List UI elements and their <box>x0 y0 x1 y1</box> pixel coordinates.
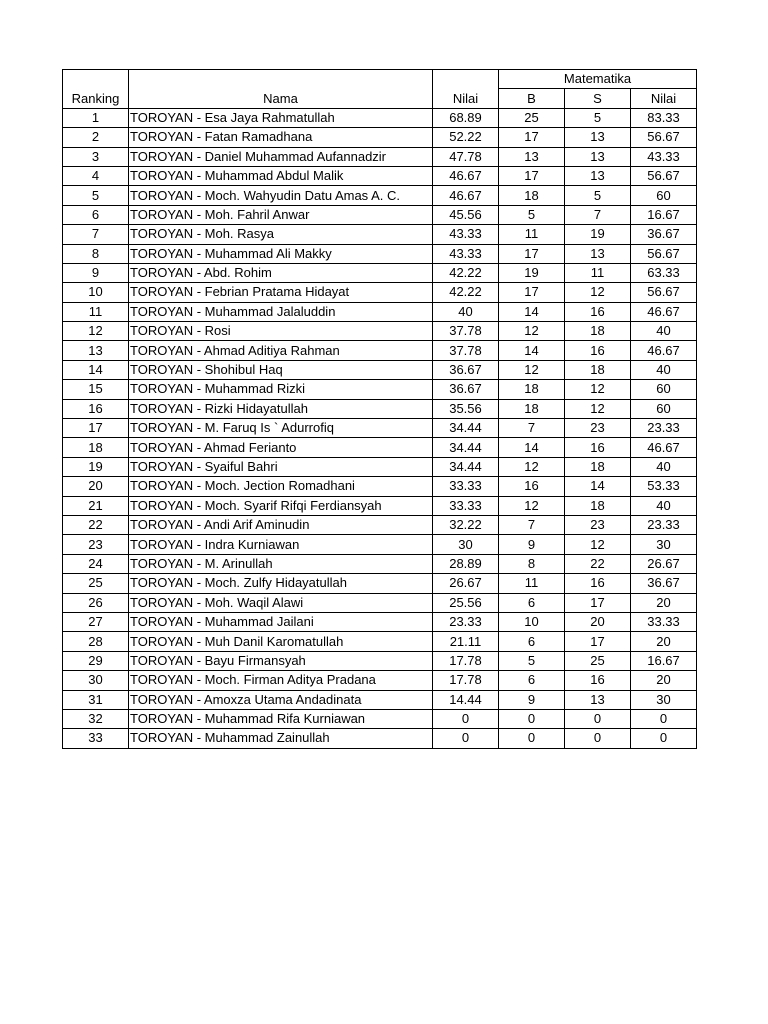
cell-b: 8 <box>499 554 565 573</box>
cell-b: 5 <box>499 205 565 224</box>
cell-nilai-matematika: 40 <box>631 496 697 515</box>
cell-b: 18 <box>499 380 565 399</box>
cell-nilai: 33.33 <box>433 477 499 496</box>
cell-nilai-matematika: 56.67 <box>631 244 697 263</box>
table-row <box>63 380 697 399</box>
cell-nama: TOROYAN - Fatan Ramadhana <box>129 128 433 147</box>
cell-s: 18 <box>565 322 631 341</box>
table-row <box>63 477 697 496</box>
cell-nilai: 34.44 <box>433 457 499 476</box>
cell-nilai: 34.44 <box>433 438 499 457</box>
table-row <box>63 593 697 612</box>
cell-ranking: 2 <box>63 128 129 147</box>
cell-b: 6 <box>499 671 565 690</box>
cell-b: 6 <box>499 632 565 651</box>
table-row <box>63 651 697 670</box>
cell-nilai-matematika: 60 <box>631 186 697 205</box>
cell-nilai: 37.78 <box>433 341 499 360</box>
cell-nama: TOROYAN - Abd. Rohim <box>129 263 433 282</box>
cell-s: 16 <box>565 671 631 690</box>
cell-s: 22 <box>565 554 631 573</box>
cell-b: 5 <box>499 651 565 670</box>
table-row <box>63 574 697 593</box>
cell-b: 7 <box>499 515 565 534</box>
cell-b: 17 <box>499 166 565 185</box>
cell-ranking: 24 <box>63 554 129 573</box>
cell-ranking: 26 <box>63 593 129 612</box>
cell-nama: TOROYAN - Muhammad Rifa Kurniawan <box>129 709 433 728</box>
cell-ranking: 21 <box>63 496 129 515</box>
cell-nilai-matematika: 36.67 <box>631 225 697 244</box>
table-row <box>63 283 697 302</box>
cell-b: 17 <box>499 128 565 147</box>
cell-nama: TOROYAN - Indra Kurniawan <box>129 535 433 554</box>
cell-b: 19 <box>499 263 565 282</box>
cell-b: 6 <box>499 593 565 612</box>
cell-nilai-matematika: 30 <box>631 690 697 709</box>
cell-s: 0 <box>565 709 631 728</box>
cell-s: 17 <box>565 593 631 612</box>
table-row <box>63 399 697 418</box>
header-nilai: Nilai <box>433 70 499 109</box>
cell-nama: TOROYAN - M. Faruq Is ` Adurrofiq <box>129 419 433 438</box>
cell-nilai: 17.78 <box>433 671 499 690</box>
cell-nilai: 35.56 <box>433 399 499 418</box>
cell-nilai-matematika: 30 <box>631 535 697 554</box>
cell-nilai-matematika: 46.67 <box>631 302 697 321</box>
cell-nama: TOROYAN - Esa Jaya Rahmatullah <box>129 108 433 127</box>
cell-b: 17 <box>499 244 565 263</box>
cell-s: 18 <box>565 496 631 515</box>
cell-nama: TOROYAN - Rosi <box>129 322 433 341</box>
cell-ranking: 22 <box>63 515 129 534</box>
cell-ranking: 15 <box>63 380 129 399</box>
table-row <box>63 147 697 166</box>
cell-nilai-matematika: 40 <box>631 457 697 476</box>
cell-b: 11 <box>499 574 565 593</box>
table-row <box>63 128 697 147</box>
cell-nilai: 25.56 <box>433 593 499 612</box>
table-row <box>63 186 697 205</box>
cell-nilai: 34.44 <box>433 419 499 438</box>
table-row <box>63 341 697 360</box>
cell-s: 16 <box>565 438 631 457</box>
cell-nilai: 40 <box>433 302 499 321</box>
cell-nama: TOROYAN - Ahmad Aditiya Rahman <box>129 341 433 360</box>
cell-b: 0 <box>499 709 565 728</box>
cell-s: 20 <box>565 612 631 631</box>
cell-ranking: 3 <box>63 147 129 166</box>
cell-nama: TOROYAN - Amoxza Utama Andadinata <box>129 690 433 709</box>
table-row <box>63 729 697 748</box>
cell-s: 18 <box>565 360 631 379</box>
table-row <box>63 612 697 631</box>
cell-ranking: 12 <box>63 322 129 341</box>
table-row <box>63 244 697 263</box>
cell-s: 7 <box>565 205 631 224</box>
cell-nilai: 52.22 <box>433 128 499 147</box>
cell-ranking: 4 <box>63 166 129 185</box>
cell-b: 14 <box>499 302 565 321</box>
cell-nilai: 36.67 <box>433 360 499 379</box>
cell-b: 18 <box>499 399 565 418</box>
table-row <box>63 671 697 690</box>
table-row <box>63 709 697 728</box>
cell-nilai-matematika: 53.33 <box>631 477 697 496</box>
table-row <box>63 535 697 554</box>
cell-ranking: 29 <box>63 651 129 670</box>
cell-s: 11 <box>565 263 631 282</box>
cell-nilai-matematika: 60 <box>631 399 697 418</box>
cell-s: 13 <box>565 147 631 166</box>
cell-nilai: 0 <box>433 709 499 728</box>
cell-s: 13 <box>565 244 631 263</box>
cell-ranking: 17 <box>63 419 129 438</box>
cell-ranking: 20 <box>63 477 129 496</box>
cell-b: 9 <box>499 535 565 554</box>
cell-nilai: 33.33 <box>433 496 499 515</box>
cell-ranking: 1 <box>63 108 129 127</box>
cell-ranking: 5 <box>63 186 129 205</box>
header-ranking: Ranking <box>63 70 129 109</box>
cell-nama: TOROYAN - Moch. Zulfy Hidayatullah <box>129 574 433 593</box>
table-row <box>63 419 697 438</box>
cell-ranking: 30 <box>63 671 129 690</box>
header-nama: Nama <box>129 70 433 109</box>
cell-nama: TOROYAN - Muhammad Jalaluddin <box>129 302 433 321</box>
cell-b: 11 <box>499 225 565 244</box>
cell-nilai: 42.22 <box>433 283 499 302</box>
cell-s: 5 <box>565 186 631 205</box>
cell-nilai-matematika: 23.33 <box>631 419 697 438</box>
cell-nama: TOROYAN - Ahmad Ferianto <box>129 438 433 457</box>
cell-nilai: 26.67 <box>433 574 499 593</box>
table-row <box>63 632 697 651</box>
cell-nilai-matematika: 16.67 <box>631 205 697 224</box>
table-row <box>63 322 697 341</box>
cell-nilai-matematika: 63.33 <box>631 263 697 282</box>
cell-nama: TOROYAN - Moh. Rasya <box>129 225 433 244</box>
cell-s: 16 <box>565 574 631 593</box>
cell-s: 12 <box>565 399 631 418</box>
table-row <box>63 515 697 534</box>
cell-nilai-matematika: 46.67 <box>631 438 697 457</box>
cell-b: 14 <box>499 438 565 457</box>
cell-nilai: 14.44 <box>433 690 499 709</box>
cell-nama: TOROYAN - Moch. Syarif Rifqi Ferdiansyah <box>129 496 433 515</box>
cell-ranking: 14 <box>63 360 129 379</box>
cell-b: 25 <box>499 108 565 127</box>
cell-nilai-matematika: 56.67 <box>631 283 697 302</box>
cell-b: 12 <box>499 457 565 476</box>
header-s: S <box>565 89 631 108</box>
table-header <box>63 70 697 109</box>
cell-s: 23 <box>565 515 631 534</box>
cell-nama: TOROYAN - Muhammad Zainullah <box>129 729 433 748</box>
cell-b: 13 <box>499 147 565 166</box>
cell-nama: TOROYAN - Muhammad Abdul Malik <box>129 166 433 185</box>
cell-ranking: 9 <box>63 263 129 282</box>
cell-b: 9 <box>499 690 565 709</box>
cell-nilai: 28.89 <box>433 554 499 573</box>
cell-nilai: 46.67 <box>433 166 499 185</box>
cell-ranking: 13 <box>63 341 129 360</box>
cell-nilai: 36.67 <box>433 380 499 399</box>
cell-nilai: 45.56 <box>433 205 499 224</box>
cell-ranking: 18 <box>63 438 129 457</box>
cell-nama: TOROYAN - Shohibul Haq <box>129 360 433 379</box>
cell-b: 12 <box>499 496 565 515</box>
cell-nama: TOROYAN - Moch. Jection Romadhani <box>129 477 433 496</box>
cell-nilai: 42.22 <box>433 263 499 282</box>
table-row <box>63 457 697 476</box>
cell-b: 0 <box>499 729 565 748</box>
cell-s: 14 <box>565 477 631 496</box>
cell-s: 5 <box>565 108 631 127</box>
cell-nilai: 68.89 <box>433 108 499 127</box>
cell-nilai-matematika: 33.33 <box>631 612 697 631</box>
ranking-table <box>62 69 697 749</box>
cell-nilai-matematika: 56.67 <box>631 128 697 147</box>
table-row <box>63 690 697 709</box>
cell-nama: TOROYAN - Andi Arif Aminudin <box>129 515 433 534</box>
cell-b: 12 <box>499 322 565 341</box>
cell-nilai: 23.33 <box>433 612 499 631</box>
cell-nilai: 21.11 <box>433 632 499 651</box>
cell-ranking: 33 <box>63 729 129 748</box>
cell-b: 17 <box>499 283 565 302</box>
cell-nilai-matematika: 60 <box>631 380 697 399</box>
cell-b: 10 <box>499 612 565 631</box>
cell-s: 12 <box>565 535 631 554</box>
header-row-group <box>63 70 697 89</box>
table-row <box>63 108 697 127</box>
table-row <box>63 554 697 573</box>
cell-ranking: 8 <box>63 244 129 263</box>
cell-b: 7 <box>499 419 565 438</box>
table-row <box>63 205 697 224</box>
cell-nilai-matematika: 36.67 <box>631 574 697 593</box>
header-matematika: Matematika <box>499 70 697 89</box>
cell-b: 14 <box>499 341 565 360</box>
cell-nilai: 0 <box>433 729 499 748</box>
table-row <box>63 263 697 282</box>
cell-s: 25 <box>565 651 631 670</box>
cell-s: 16 <box>565 302 631 321</box>
ranking-sheet <box>62 69 696 749</box>
cell-nama: TOROYAN - Moch. Firman Aditya Pradana <box>129 671 433 690</box>
cell-ranking: 11 <box>63 302 129 321</box>
cell-nama: TOROYAN - Bayu Firmansyah <box>129 651 433 670</box>
cell-nilai-matematika: 16.67 <box>631 651 697 670</box>
cell-s: 18 <box>565 457 631 476</box>
cell-nilai-matematika: 20 <box>631 671 697 690</box>
cell-s: 16 <box>565 341 631 360</box>
cell-ranking: 23 <box>63 535 129 554</box>
table-row <box>63 360 697 379</box>
cell-nama: TOROYAN - Daniel Muhammad Aufannadzir <box>129 147 433 166</box>
cell-ranking: 25 <box>63 574 129 593</box>
cell-s: 13 <box>565 690 631 709</box>
cell-s: 13 <box>565 128 631 147</box>
cell-nama: TOROYAN - Moh. Waqil Alawi <box>129 593 433 612</box>
cell-nama: TOROYAN - Moch. Wahyudin Datu Amas A. C. <box>129 186 433 205</box>
table-row <box>63 225 697 244</box>
cell-nama: TOROYAN - Rizki Hidayatullah <box>129 399 433 418</box>
cell-nilai: 32.22 <box>433 515 499 534</box>
cell-nama: TOROYAN - Moh. Fahril Anwar <box>129 205 433 224</box>
table-row <box>63 166 697 185</box>
cell-nama: TOROYAN - Febrian Pratama Hidayat <box>129 283 433 302</box>
table-row <box>63 496 697 515</box>
cell-ranking: 28 <box>63 632 129 651</box>
cell-nilai: 43.33 <box>433 244 499 263</box>
table-row <box>63 438 697 457</box>
cell-s: 17 <box>565 632 631 651</box>
cell-b: 12 <box>499 360 565 379</box>
cell-s: 12 <box>565 380 631 399</box>
header-nilai-matematika: Nilai <box>631 89 697 108</box>
cell-nilai-matematika: 0 <box>631 729 697 748</box>
cell-nilai-matematika: 46.67 <box>631 341 697 360</box>
cell-ranking: 6 <box>63 205 129 224</box>
cell-nilai: 46.67 <box>433 186 499 205</box>
cell-nilai-matematika: 0 <box>631 709 697 728</box>
cell-nilai: 43.33 <box>433 225 499 244</box>
cell-s: 0 <box>565 729 631 748</box>
cell-ranking: 7 <box>63 225 129 244</box>
cell-nilai: 47.78 <box>433 147 499 166</box>
cell-ranking: 31 <box>63 690 129 709</box>
cell-ranking: 32 <box>63 709 129 728</box>
cell-nilai-matematika: 83.33 <box>631 108 697 127</box>
cell-nama: TOROYAN - M. Arinullah <box>129 554 433 573</box>
cell-nilai-matematika: 40 <box>631 360 697 379</box>
cell-ranking: 19 <box>63 457 129 476</box>
cell-nama: TOROYAN - Syaiful Bahri <box>129 457 433 476</box>
cell-nilai: 30 <box>433 535 499 554</box>
cell-ranking: 16 <box>63 399 129 418</box>
cell-s: 23 <box>565 419 631 438</box>
cell-s: 19 <box>565 225 631 244</box>
cell-nilai-matematika: 56.67 <box>631 166 697 185</box>
header-b: B <box>499 89 565 108</box>
cell-nama: TOROYAN - Muhammad Jailani <box>129 612 433 631</box>
cell-nilai-matematika: 20 <box>631 593 697 612</box>
cell-nilai: 17.78 <box>433 651 499 670</box>
cell-nilai-matematika: 23.33 <box>631 515 697 534</box>
table-body <box>63 108 697 748</box>
cell-nama: TOROYAN - Muh Danil Karomatullah <box>129 632 433 651</box>
cell-nilai-matematika: 26.67 <box>631 554 697 573</box>
table-row <box>63 302 697 321</box>
cell-nilai-matematika: 40 <box>631 322 697 341</box>
cell-ranking: 27 <box>63 612 129 631</box>
cell-b: 16 <box>499 477 565 496</box>
cell-nama: TOROYAN - Muhammad Ali Makky <box>129 244 433 263</box>
cell-nama: TOROYAN - Muhammad Rizki <box>129 380 433 399</box>
cell-s: 13 <box>565 166 631 185</box>
cell-nilai-matematika: 20 <box>631 632 697 651</box>
cell-nilai: 37.78 <box>433 322 499 341</box>
cell-b: 18 <box>499 186 565 205</box>
cell-nilai-matematika: 43.33 <box>631 147 697 166</box>
cell-s: 12 <box>565 283 631 302</box>
cell-ranking: 10 <box>63 283 129 302</box>
